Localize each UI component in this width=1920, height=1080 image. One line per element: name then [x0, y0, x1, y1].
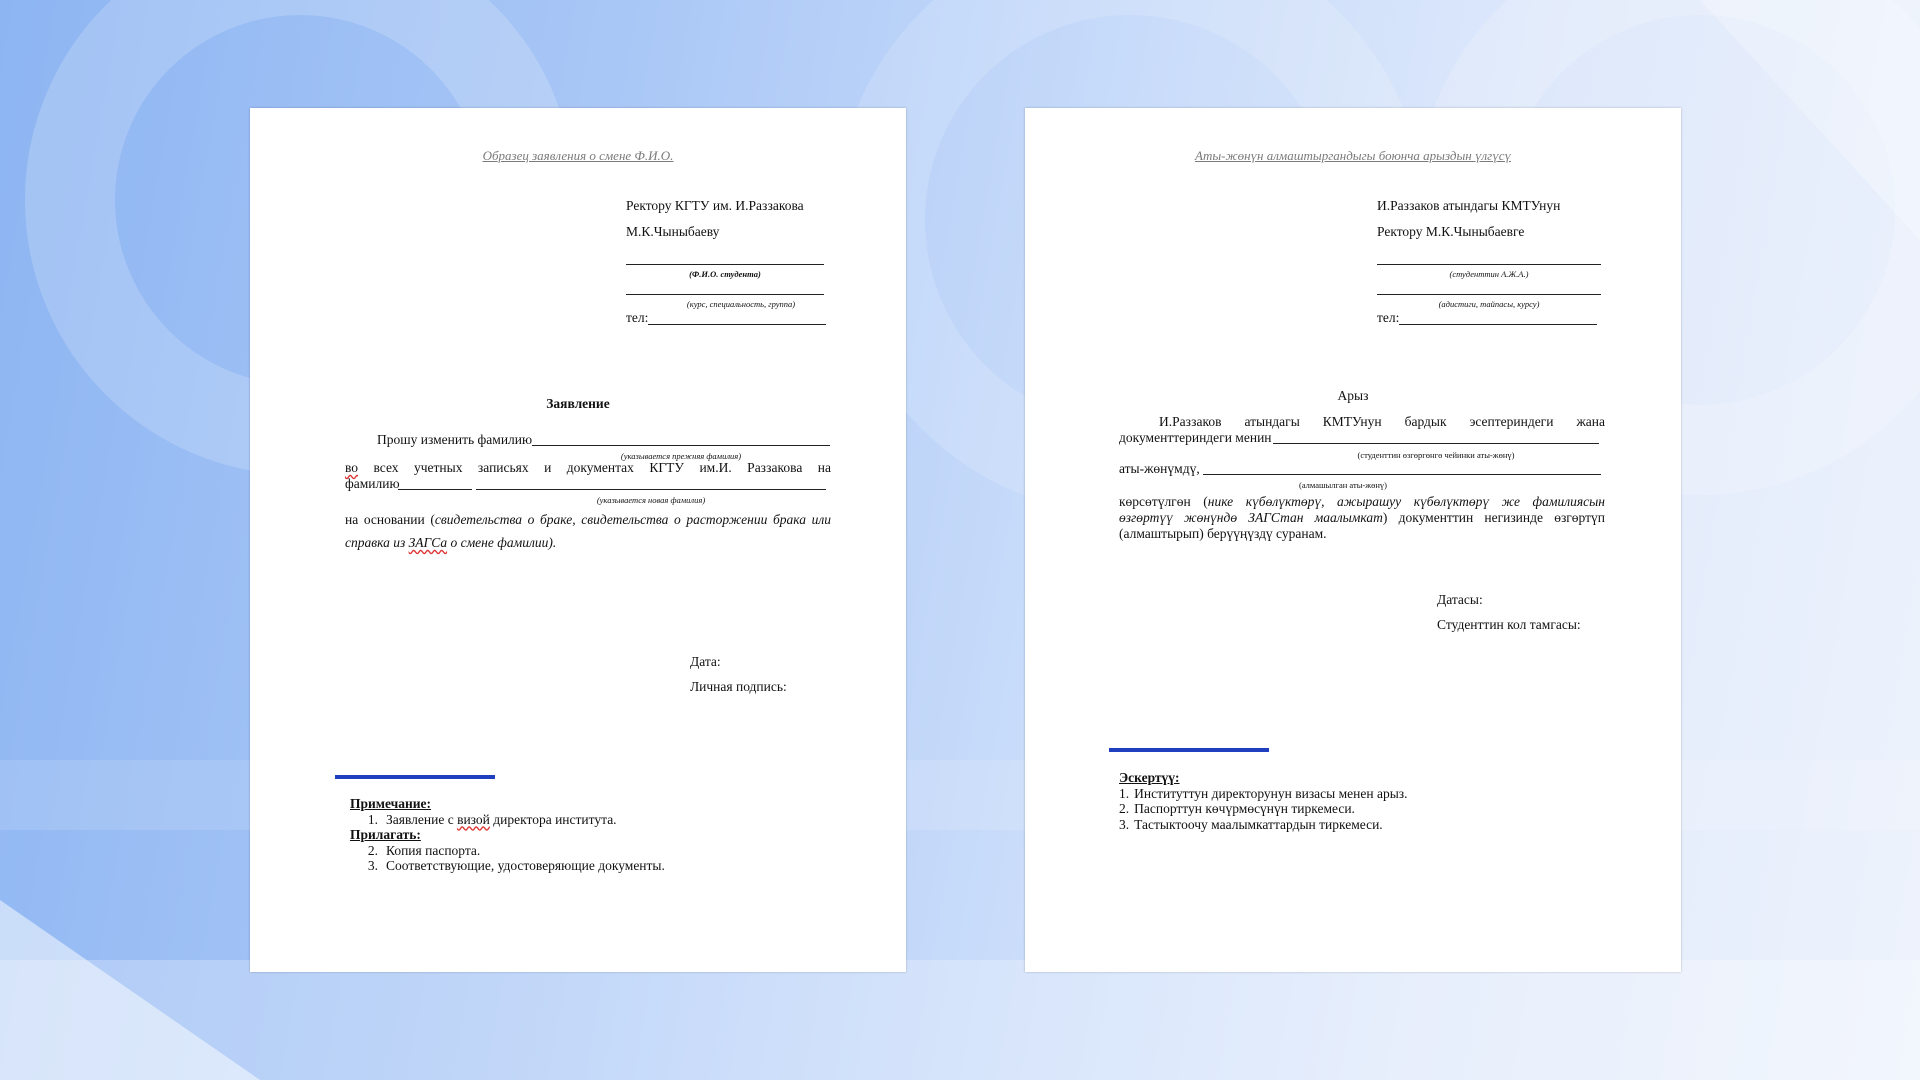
note-item: 2. Паспорттун көчүрмөсүнүн тиркемеси. — [1119, 801, 1355, 816]
accent-bar — [335, 775, 495, 779]
new-surname-line-a — [398, 489, 472, 490]
hint-course: (курс, специальность, группа) — [686, 299, 796, 309]
addressee-line-2: М.К.Чыныбаеву — [626, 224, 720, 239]
course-line — [1377, 294, 1601, 295]
basis-paragraph: на основании (свидетельства о браке, свидетельства о расторжении брака или справка из ЗАГСа о смене фамилии). — [345, 512, 831, 550]
tel-label: тел: — [626, 310, 649, 325]
prev-surname-line — [532, 445, 830, 446]
accent-bar — [1109, 748, 1269, 752]
name-line-label: аты-жөнүмдү, — [1119, 461, 1200, 476]
request-line-1: И.Раззаков атындагы КМТУнун бардык эсептериндеги жана — [1159, 414, 1605, 429]
statement-heading: Арыз — [1337, 388, 1369, 403]
document-page-right — [1025, 108, 1681, 972]
changed-name-line — [1273, 443, 1599, 444]
attach-label: Прилагать: — [350, 827, 421, 842]
course-line — [626, 294, 824, 295]
date-label: Дата: — [690, 654, 721, 669]
note-label: Эскертүү: — [1119, 770, 1180, 785]
request-line-2: во всех учетных записьях и документах КГТУ им.И. Раззакова на — [345, 460, 831, 475]
tel-label: тел: — [1377, 310, 1400, 325]
request-line-1: Прошу изменить фамилию — [377, 432, 533, 447]
note-item: 1. Институттун директорунун визасы менен арыз. — [1119, 785, 1408, 801]
hint-new-surname: (указывается новая фамилия) — [596, 495, 706, 505]
basis-paragraph: көрсөтүлгөн (нике күбөлүктөрү, ажырашуу күбөлүктөрү же фамилиясын өзгөртүү жөнүндө ЗАГСтан маалымкат) документтин негизинде өзгөртүп (алмаштырып) берүүңүздү суранам. — [1119, 494, 1606, 541]
request-line-3: фамилию — [345, 476, 400, 491]
addressee-line-1: И.Раззаков атындагы КМТУнун — [1377, 198, 1561, 213]
tel-line — [648, 324, 826, 325]
document-title: Аты-жөнүн алмаштыргандыгы боюнча арыздын үлгүсү — [1195, 148, 1511, 163]
notes-section — [1119, 770, 1639, 832]
statement-heading: Заявление — [546, 396, 610, 411]
hint-fio: (Ф.И.О. студента) — [689, 269, 761, 279]
request-line-2: документтериндеги менин — [1119, 430, 1272, 445]
word-vo: во — [345, 460, 359, 475]
note-item: 3. Тастыктоочу маалымкаттардын тиркемеси. — [1119, 816, 1383, 832]
attach-item: 3. Соответствующие, удостоверяющие документы. — [367, 858, 665, 873]
new-surname-line-b — [476, 489, 826, 490]
attach-item: 2. Копия паспорта. — [367, 842, 481, 858]
signature-label: Личная подпись: — [690, 679, 787, 694]
tel-line — [1399, 324, 1597, 325]
hint-changed-name: (студенттин өзгөргөнгө чейинки аты-жөнү) — [1357, 450, 1515, 460]
note-item: 1. Заявление с визой директора института. — [367, 811, 617, 827]
fio-line — [1377, 264, 1601, 265]
fio-line — [626, 264, 824, 265]
document-page-left — [250, 108, 906, 972]
notes-section — [350, 796, 870, 874]
document-title: Образец заявления о смене Ф.И.О. — [482, 148, 674, 163]
hint-new-name: (алмашылган аты-жөнү) — [1298, 480, 1387, 490]
hint-prev-surname: (указывается прежняя фамилия) — [620, 451, 742, 461]
addressee-line-2: Ректору М.К.Чыныбаевге — [1377, 224, 1525, 239]
note-label: Примечание: — [350, 796, 432, 811]
hint-fio: (студенттин А.Ж.А.) — [1449, 269, 1529, 279]
signature-label: Студенттин кол тамгасы: — [1437, 617, 1581, 632]
hint-course: (адистиги, тайпасы, курсу) — [1438, 299, 1540, 309]
new-name-line — [1203, 474, 1601, 475]
addressee-line-1: Ректору КГТУ им. И.Раззакова — [626, 198, 804, 213]
date-label: Датасы: — [1437, 592, 1483, 607]
